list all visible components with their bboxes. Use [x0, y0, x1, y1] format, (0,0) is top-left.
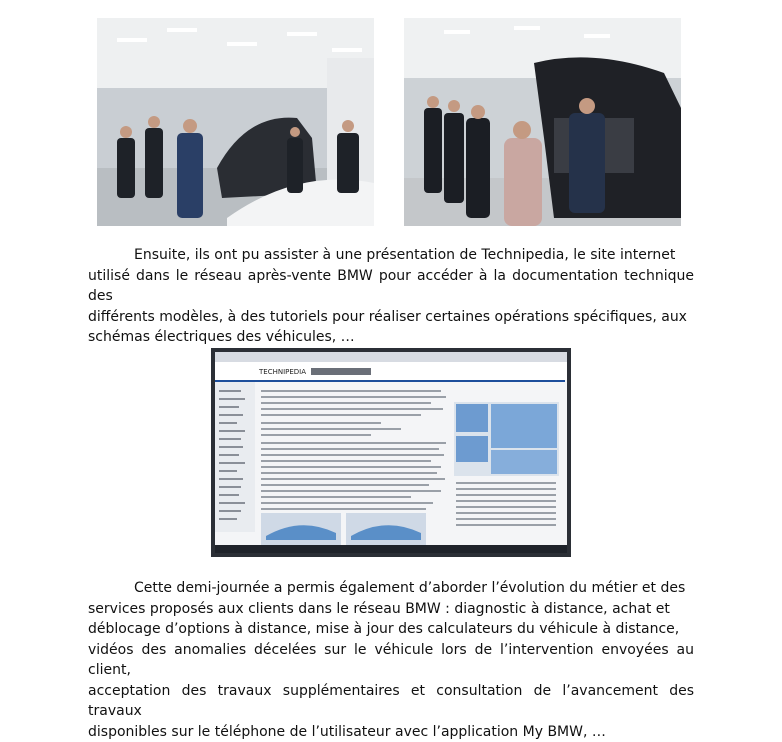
paragraph-line: services proposés aux clients dans le réseau BMW : diagnostic à distance, achat et	[88, 599, 694, 620]
paragraph-line: disponibles sur le téléphone de l’utilisateur avec l’application My BMW, …	[88, 722, 694, 742]
paragraph-evolution	[88, 578, 694, 742]
technipedia-logo: TECHNIPEDIA	[258, 368, 306, 376]
paragraph-line: différents modèles, à des tutoriels pour réaliser certaines opérations spécifiques, aux	[88, 307, 694, 328]
paragraph-line: utilisé dans le réseau après-vente BMW pour accéder à la documentation technique des	[88, 266, 694, 307]
technipedia-screen-photo	[211, 348, 571, 557]
paragraph-line: déblocage d’options à distance, mise à jour des calculateurs du véhicule à distance,	[88, 619, 694, 640]
workshop-photo-right	[404, 18, 681, 226]
paragraph-line: vidéos des anomalies décelées sur le véhicule lors de l’intervention envoyées au client,	[88, 640, 694, 681]
paragraph-technipedia	[88, 245, 694, 348]
paragraph-line: schémas électriques des véhicules, …	[88, 327, 694, 348]
paragraph-line: Ensuite, ils ont pu assister à une présentation de Technipedia, le site internet	[88, 245, 694, 266]
paragraph-line: Cette demi-journée a permis également d’aborder l’évolution du métier et des	[88, 578, 694, 599]
workshop-photo-left	[97, 18, 374, 226]
paragraph-line: acceptation des travaux supplémentaires et consultation de l’avancement des travaux	[88, 681, 694, 722]
